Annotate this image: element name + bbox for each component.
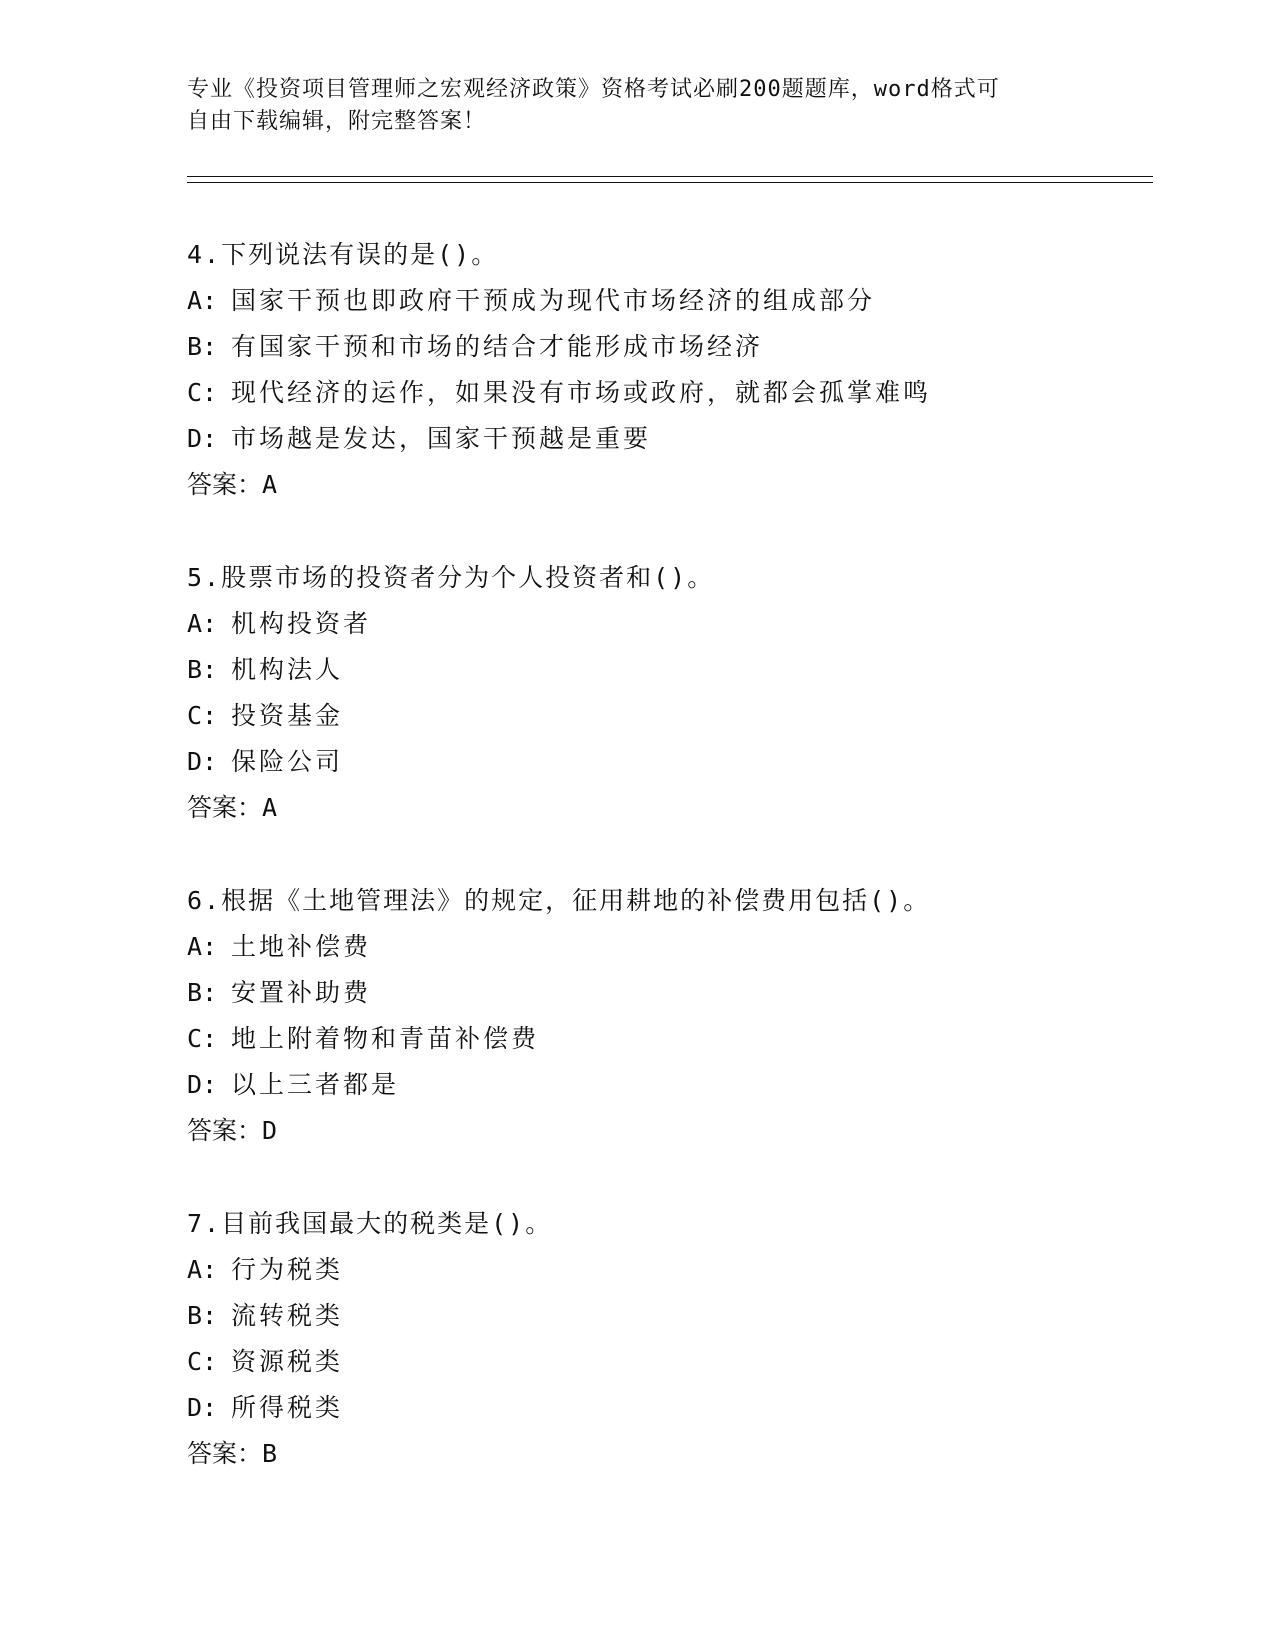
question-stem: 5.股票市场的投资者分为个人投资者和()。 <box>187 563 715 592</box>
answer-label: 答案： <box>187 1116 263 1145</box>
answer-line <box>187 785 1147 831</box>
option-key: A: <box>187 609 218 638</box>
question-stem: 7.目前我国最大的税类是()。 <box>187 1209 553 1238</box>
option-key: C: <box>187 1347 218 1376</box>
option-text: 资源税类 <box>231 1347 344 1376</box>
option-key: B: <box>187 1301 218 1330</box>
option-text: 有国家干预和市场的结合才能形成市场经济 <box>231 332 764 361</box>
option-d <box>187 416 1147 462</box>
option-key: C: <box>187 378 218 407</box>
question-6 <box>187 878 1147 1154</box>
option-text: 机构投资者 <box>231 609 372 638</box>
answer-label: 答案： <box>187 1439 263 1468</box>
option-text: 以上三者都是 <box>231 1070 400 1099</box>
answer-value: D <box>262 1116 278 1145</box>
option-a <box>187 601 1147 647</box>
question-4 <box>187 232 1147 508</box>
option-d <box>187 1062 1147 1108</box>
option-key: B: <box>187 332 218 361</box>
answer-line <box>187 462 1147 508</box>
header-line-1: 专业《投资项目管理师之宏观经济政策》资格考试必刷200题题库，word格式可 <box>187 77 1000 102</box>
option-a <box>187 924 1147 970</box>
question-stem: 4.下列说法有误的是()。 <box>187 240 499 269</box>
option-b <box>187 647 1147 693</box>
option-key: D: <box>187 747 218 776</box>
option-d <box>187 1385 1147 1431</box>
option-text: 流转税类 <box>231 1301 344 1330</box>
option-a <box>187 1247 1147 1293</box>
header-line-2: 自由下载编辑，附完整答案！ <box>187 109 487 134</box>
option-key: D: <box>187 1393 218 1422</box>
question-7 <box>187 1201 1147 1477</box>
question-5 <box>187 555 1147 831</box>
option-key: C: <box>187 1024 218 1053</box>
option-text: 行为税类 <box>231 1255 344 1284</box>
option-text: 土地补偿费 <box>231 932 372 961</box>
answer-line <box>187 1431 1147 1477</box>
option-c <box>187 370 1147 416</box>
question-stem: 6.根据《土地管理法》的规定，征用耕地的补偿费用包括()。 <box>187 886 931 915</box>
option-text: 地上附着物和青苗补偿费 <box>231 1024 540 1053</box>
option-text: 市场越是发达，国家干预越是重要 <box>231 424 652 453</box>
option-d <box>187 739 1147 785</box>
document-header <box>187 74 1087 138</box>
option-key: B: <box>187 655 218 684</box>
option-b <box>187 324 1147 370</box>
option-b <box>187 970 1147 1016</box>
option-text: 投资基金 <box>231 701 344 730</box>
option-key: A: <box>187 932 218 961</box>
option-b <box>187 1293 1147 1339</box>
option-c <box>187 1339 1147 1385</box>
header-divider-top <box>187 176 1153 177</box>
option-a <box>187 278 1147 324</box>
option-key: A: <box>187 286 218 315</box>
header-divider-bottom <box>187 182 1153 183</box>
option-key: D: <box>187 1070 218 1099</box>
option-key: B: <box>187 978 218 1007</box>
option-text: 保险公司 <box>231 747 344 776</box>
option-text: 国家干预也即政府干预成为现代市场经济的组成部分 <box>231 286 876 315</box>
answer-value: A <box>262 470 278 499</box>
answer-line <box>187 1108 1147 1154</box>
option-text: 机构法人 <box>231 655 344 684</box>
option-c <box>187 693 1147 739</box>
answer-value: B <box>262 1439 278 1468</box>
answer-value: A <box>262 793 278 822</box>
option-text: 现代经济的运作，如果没有市场或政府，就都会孤掌难鸣 <box>231 378 932 407</box>
answer-label: 答案： <box>187 793 263 822</box>
answer-label: 答案： <box>187 470 263 499</box>
option-text: 安置补助费 <box>231 978 372 1007</box>
option-c <box>187 1016 1147 1062</box>
option-key: A: <box>187 1255 218 1284</box>
option-key: D: <box>187 424 218 453</box>
option-text: 所得税类 <box>231 1393 344 1422</box>
option-key: C: <box>187 701 218 730</box>
